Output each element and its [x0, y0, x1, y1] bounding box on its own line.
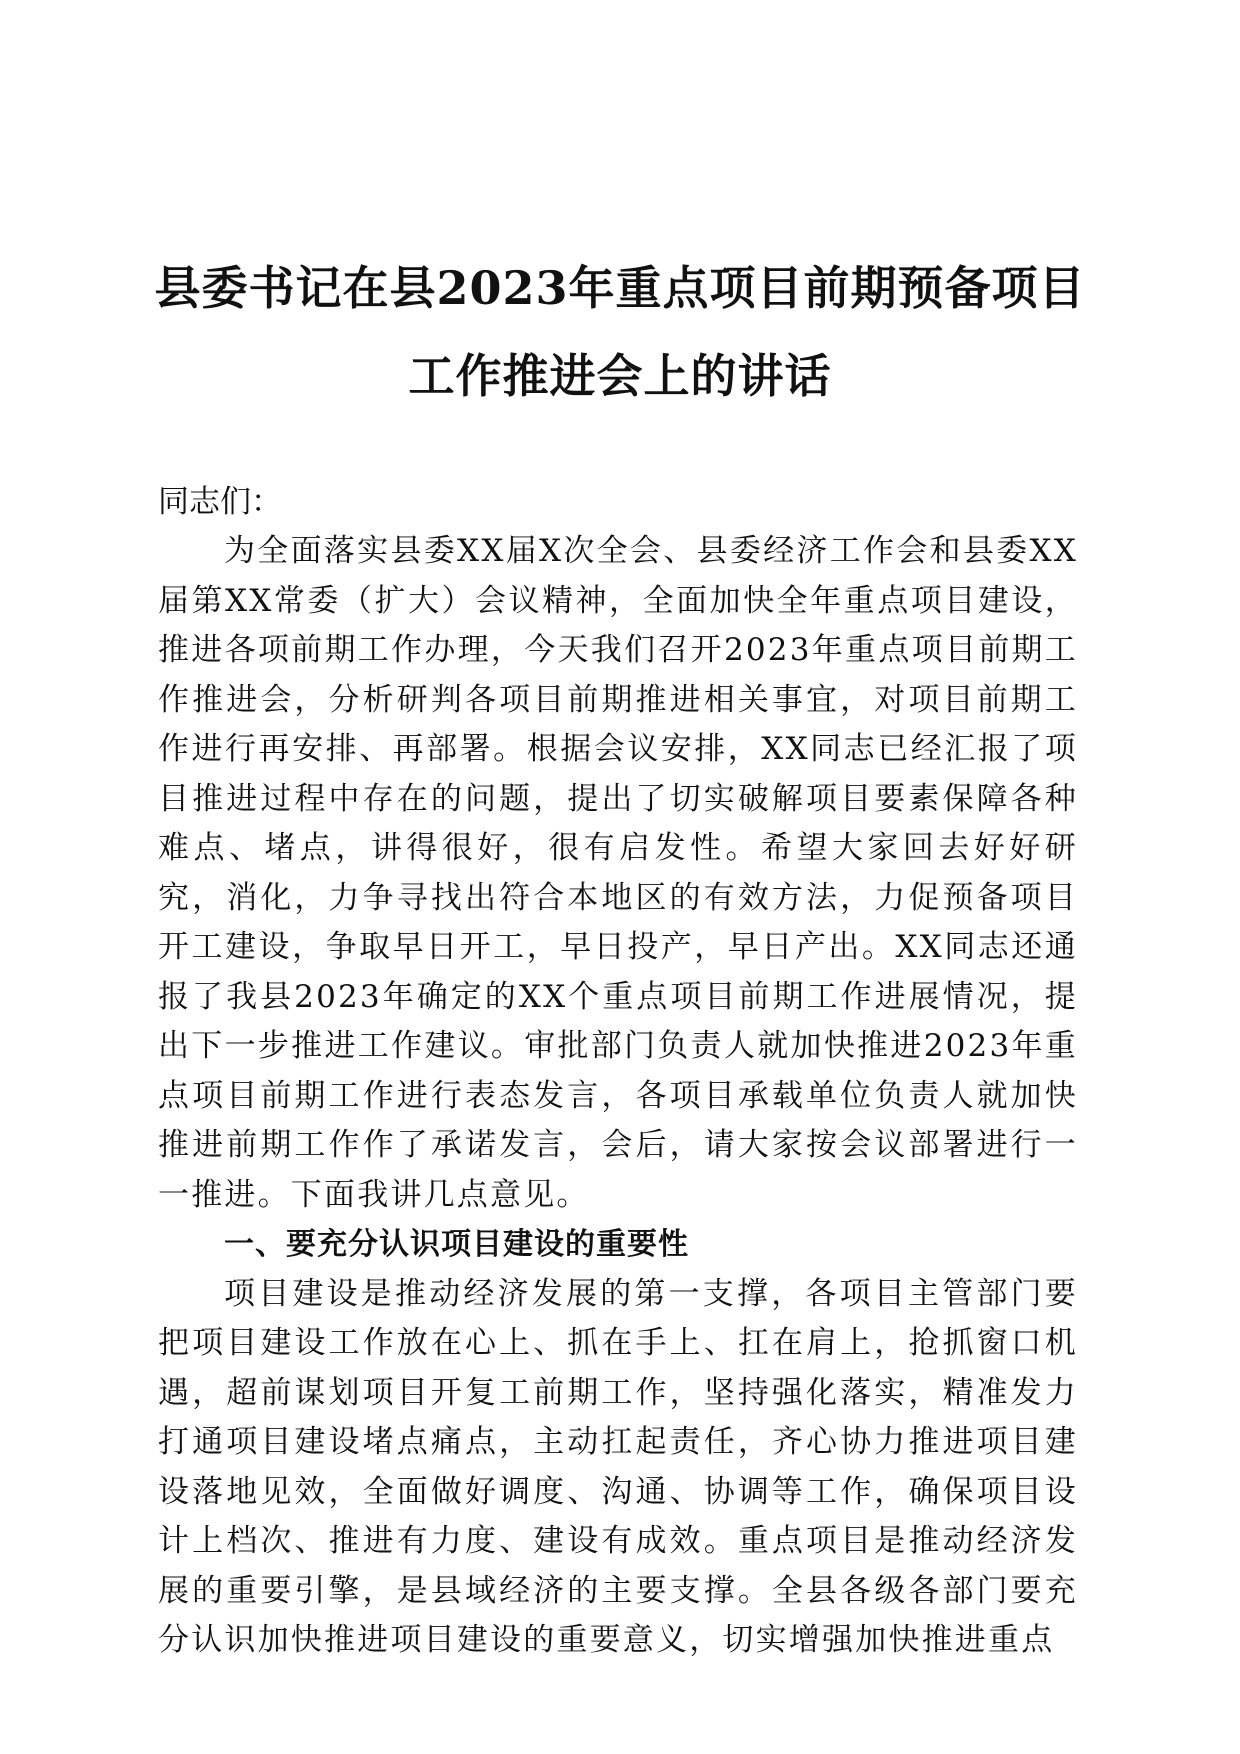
paragraph-intro: 为全面落实县委XX届X次全会、县委经济工作会和县委XX届第XX常委（扩大）会议精神，全面加快全年重点项目建设，推进各项前期工作办理，今天我们召开2023年重点项目前期工作推进会，分析研判各项目前期推进相关事宜，对项目前期工作进行再安排、再部署。根据会议安排，XX同志已经汇报了项目推进过程中存在的问题，提出了切实破解项目要素保障各种难点、堵点，讲得很好，很有启发性。希望大家回去好好研究，消化，力争寻找出符合本地区的有效方法，力促预备项目开工建设，争取早日开工，早日投产，早日产出。XX同志还通报了我县2023年确定的XX个重点项目前期工作进展情况，提出下一步推进工作建议。审批部门负责人就加快推进2023年重点项目前期工作进行表态发言，各项目承载单位负责人就加快推进前期工作作了承诺发言，会后，请大家按会议部署进行一一推进。下面我讲几点意见。 [158, 533, 1078, 1213]
salutation: 同志们： [158, 484, 282, 520]
document-title-line-1: 县委书记在县2023年重点项目前期预备项目 [154, 261, 1086, 315]
document-title-line-2: 工作推进会上的讲话 [408, 349, 832, 403]
paragraph-section-1: 项目建设是推动经济发展的第一支撑，各项目主管部门要把项目建设工作放在心上、抓在手上、扛在肩上，抢抓窗口机遇，超前谋划项目开复工前期工作，坚持强化落实，精准发力打通项目建设堵点痛点，主动扛起责任，齐心协力推进项目建设落地见效，全面做好调度、沟通、协调等工作，确保项目设计上档次、推进有力度、建设有成效。重点项目是推动经济发展的重要引擎，是县域经济的主要支撑。全县各级各部门要充分认识加快推进项目建设的重要意义，切实增强加快推进重点 [158, 1275, 1078, 1658]
section-heading-1: 一、要充分认识项目建设的重要性 [224, 1227, 689, 1262]
document-body [158, 527, 1078, 1666]
